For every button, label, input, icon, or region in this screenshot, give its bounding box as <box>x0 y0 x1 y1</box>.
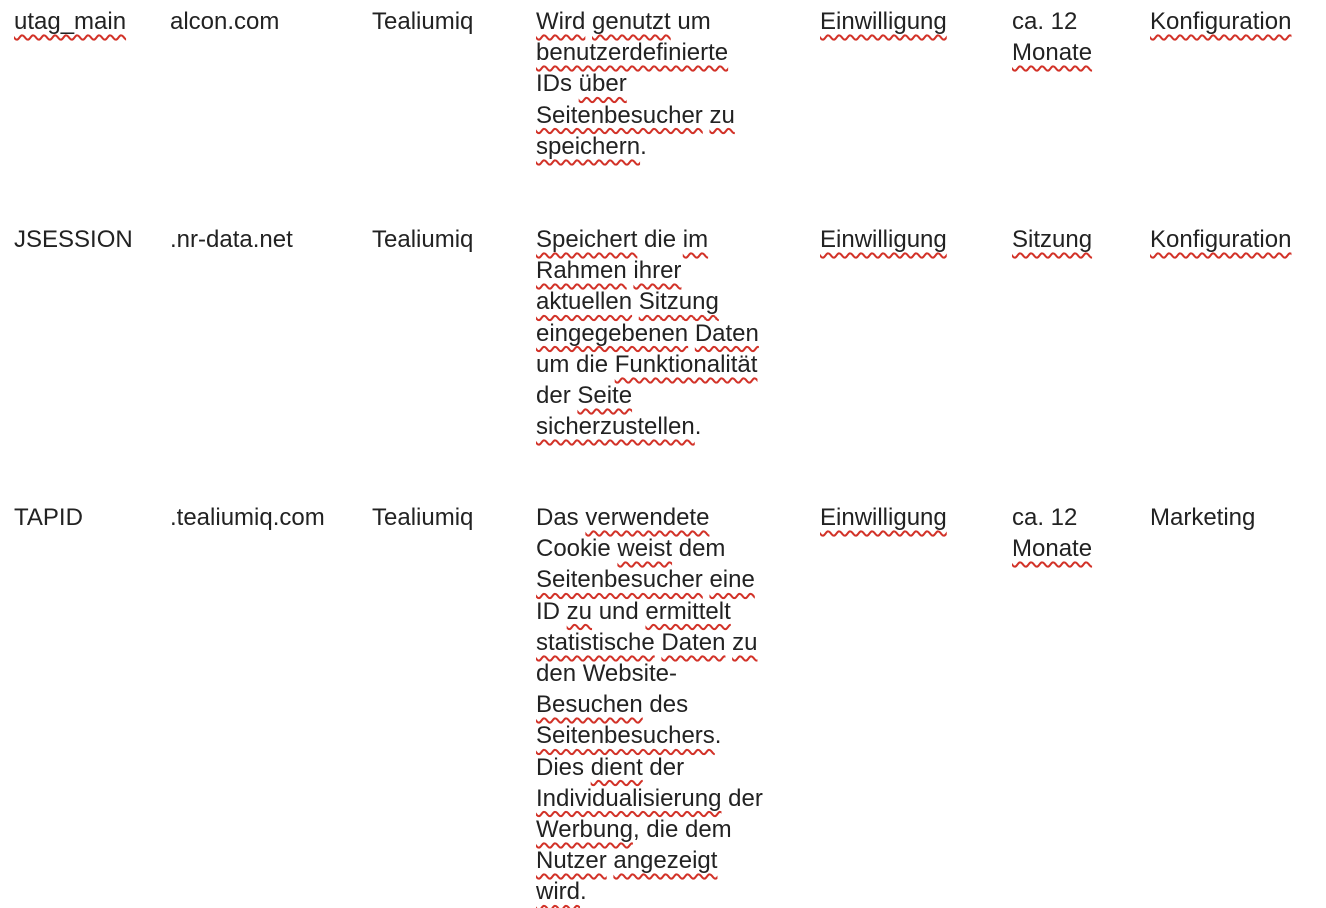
cookie-duration-cell <box>1012 502 1092 564</box>
cell-text-line <box>536 876 763 907</box>
spellcheck-flagged-word: Sitzung <box>638 288 719 316</box>
cell-text-line <box>536 37 735 68</box>
spellcheck-flagged-word: Monate <box>1012 535 1093 563</box>
spellcheck-flagged-word: Monate <box>1012 39 1093 67</box>
spellcheck-flagged-word: genutzt <box>592 8 671 35</box>
cell-text-line <box>170 6 279 37</box>
cell-text: Dies <box>536 753 591 781</box>
spellcheck-flagged-word: zu <box>732 628 758 656</box>
cell-text-line <box>820 224 947 255</box>
cell-text-line <box>536 658 763 689</box>
cell-text: um <box>670 8 711 35</box>
spellcheck-flagged-word: zu <box>709 101 735 129</box>
cookie-category-cell <box>1150 502 1255 533</box>
spellcheck-flagged-word: Besuchen <box>536 691 643 719</box>
spellcheck-flagged-word: Einwilligung <box>820 226 947 253</box>
cell-text: . <box>580 878 587 906</box>
cell-text: Tealiumiq <box>372 504 474 531</box>
spellcheck-flagged-word: Nutzer <box>536 847 607 875</box>
spellcheck-flagged-word: ermittelt <box>645 597 731 625</box>
spellcheck-flagged-word: speichern <box>536 132 641 160</box>
cell-text-line <box>536 720 763 751</box>
spellcheck-flagged-word: statistische <box>536 628 655 656</box>
spellcheck-flagged-word: utag_main <box>14 8 127 35</box>
cell-text-line <box>536 224 759 255</box>
cell-text-line <box>1150 502 1255 533</box>
cell-text-line <box>536 689 763 720</box>
cell-text-line <box>536 286 759 317</box>
cell-text-line <box>536 6 735 37</box>
cell-text-line <box>536 131 735 162</box>
cell-text-line <box>1012 6 1092 37</box>
spellcheck-flagged-word: zu <box>566 597 593 625</box>
cell-text-line <box>536 627 763 658</box>
cell-text: TAPID <box>14 504 83 531</box>
cell-text-line <box>536 380 759 411</box>
cell-text-line <box>14 224 133 255</box>
cell-text-line <box>536 752 763 783</box>
cell-text-line <box>1150 224 1291 255</box>
cell-text-line <box>536 100 735 131</box>
spellcheck-flagged-word: sicherzustellen <box>536 413 695 441</box>
spellcheck-flagged-word: aktuellen <box>536 288 633 316</box>
cookie-domain-cell <box>170 6 279 37</box>
cell-text: des <box>642 691 689 719</box>
cookie-description-cell <box>536 502 763 907</box>
cell-text-line <box>820 6 947 37</box>
spellcheck-flagged-word: Konfiguration <box>1150 8 1292 35</box>
spellcheck-flagged-word: Rahmen <box>536 257 627 285</box>
cell-text-line <box>536 845 763 876</box>
spellcheck-flagged-word: verwendete <box>585 504 710 531</box>
cell-text-line <box>536 596 763 627</box>
cookie-description-cell <box>536 224 759 442</box>
cell-text-line <box>536 349 759 380</box>
spellcheck-flagged-word: Daten <box>694 319 759 347</box>
cookie-name-cell <box>14 6 126 37</box>
cell-text-line <box>536 68 735 99</box>
cell-text: und <box>592 597 646 625</box>
cookie-legal-basis-cell <box>820 224 947 255</box>
cell-text: IDs <box>536 70 579 98</box>
spellcheck-flagged-word: Wird <box>536 8 586 35</box>
spellcheck-flagged-word: Individualisierung <box>536 784 722 812</box>
spellcheck-flagged-word: Konfiguration <box>1150 226 1292 253</box>
spellcheck-flagged-word: Seitenbesuchers <box>536 722 715 750</box>
spellcheck-flagged-word: weist <box>617 535 673 563</box>
cell-text: die <box>637 226 683 253</box>
cell-text: der <box>721 784 763 812</box>
cell-text: den Website- <box>536 659 677 687</box>
cell-text-line <box>372 6 473 37</box>
cell-text: Cookie <box>536 535 618 563</box>
cell-text-line <box>536 318 759 349</box>
cell-text <box>632 288 639 315</box>
spellcheck-flagged-word: Einwilligung <box>820 8 947 35</box>
cell-text: , die dem <box>632 815 732 843</box>
cell-text: . <box>694 413 702 441</box>
cell-text-line <box>536 255 759 286</box>
cookie-category-cell <box>1150 224 1291 255</box>
cookie-provider-cell <box>372 502 473 533</box>
spellcheck-flagged-word: Seitenbesucher <box>536 101 703 129</box>
cell-text-line <box>170 224 293 255</box>
cookie-duration-cell <box>1012 6 1092 68</box>
cell-text-line <box>14 502 83 533</box>
cell-text-line <box>536 502 763 533</box>
cell-text: . <box>714 722 722 750</box>
cookie-duration-cell <box>1012 224 1092 255</box>
spellcheck-flagged-word: Einwilligung <box>820 504 947 531</box>
cell-text-line <box>372 502 473 533</box>
cell-text-line <box>170 502 325 533</box>
cell-text <box>688 320 695 347</box>
spellcheck-flagged-word: angezeigt <box>613 847 718 875</box>
cell-text: Marketing <box>1150 504 1256 531</box>
cell-text: ca. 12 <box>1012 8 1078 35</box>
cell-text-line <box>1150 6 1291 37</box>
cell-text-line <box>1012 502 1092 533</box>
spellcheck-flagged-word: ihrer <box>633 257 682 285</box>
cell-text-line <box>1012 224 1092 255</box>
spellcheck-flagged-word: eine <box>709 566 755 594</box>
cell-text: Das <box>536 504 586 531</box>
cell-text-line <box>536 814 763 845</box>
cell-text: alcon.com <box>170 8 280 35</box>
cookie-name-cell <box>14 502 83 533</box>
cell-text-line <box>372 224 473 255</box>
cell-text-line <box>536 783 763 814</box>
cell-text: Tealiumiq <box>372 226 474 253</box>
cell-text: um die <box>536 350 615 378</box>
spellcheck-flagged-word: eingegebenen <box>536 319 689 347</box>
cell-text-line <box>536 411 759 442</box>
cell-text: der <box>642 753 685 781</box>
cookie-name-cell <box>14 224 133 255</box>
cell-text-line <box>1012 533 1092 564</box>
cell-text: ca. 12 <box>1012 504 1078 531</box>
spellcheck-flagged-word: dient <box>590 753 643 781</box>
cookie-provider-cell <box>372 6 473 37</box>
spellcheck-flagged-word: Sitzung <box>1012 226 1093 253</box>
spellcheck-flagged-word: über <box>578 70 627 98</box>
cell-text <box>585 8 592 35</box>
cell-text: ID <box>536 597 567 625</box>
cell-text: . <box>640 132 647 160</box>
spellcheck-flagged-word: Seite <box>577 381 633 409</box>
spellcheck-flagged-word: Werbung <box>536 815 633 843</box>
spellcheck-flagged-word: Funktionalität <box>614 350 758 378</box>
spellcheck-flagged-word: im <box>682 226 709 253</box>
cell-text-line <box>14 6 126 37</box>
cell-text-line <box>1012 37 1092 68</box>
spellcheck-flagged-word: Daten <box>661 628 726 656</box>
cookie-legal-basis-cell <box>820 502 947 533</box>
cookie-domain-cell <box>170 224 293 255</box>
spellcheck-flagged-word: Speichert <box>536 226 638 253</box>
cell-text: .tealiumiq.com <box>170 504 325 531</box>
cell-text: JSESSION <box>14 226 133 253</box>
cell-text-line <box>820 502 947 533</box>
cell-text: Tealiumiq <box>372 8 474 35</box>
spellcheck-flagged-word: wird <box>536 878 581 906</box>
cookie-category-cell <box>1150 6 1291 37</box>
cell-text: der <box>536 381 578 409</box>
cookie-provider-cell <box>372 224 473 255</box>
spellcheck-flagged-word: Seitenbesucher <box>536 566 703 594</box>
cookie-domain-cell <box>170 502 325 533</box>
cell-text-line <box>536 564 763 595</box>
cookie-legal-basis-cell <box>820 6 947 37</box>
spellcheck-flagged-word: benutzerdefinierte <box>536 39 729 67</box>
cell-text: dem <box>672 535 726 563</box>
cookie-description-cell <box>536 6 735 162</box>
cell-text: .nr-data.net <box>170 226 293 253</box>
cell-text-line <box>536 533 763 564</box>
